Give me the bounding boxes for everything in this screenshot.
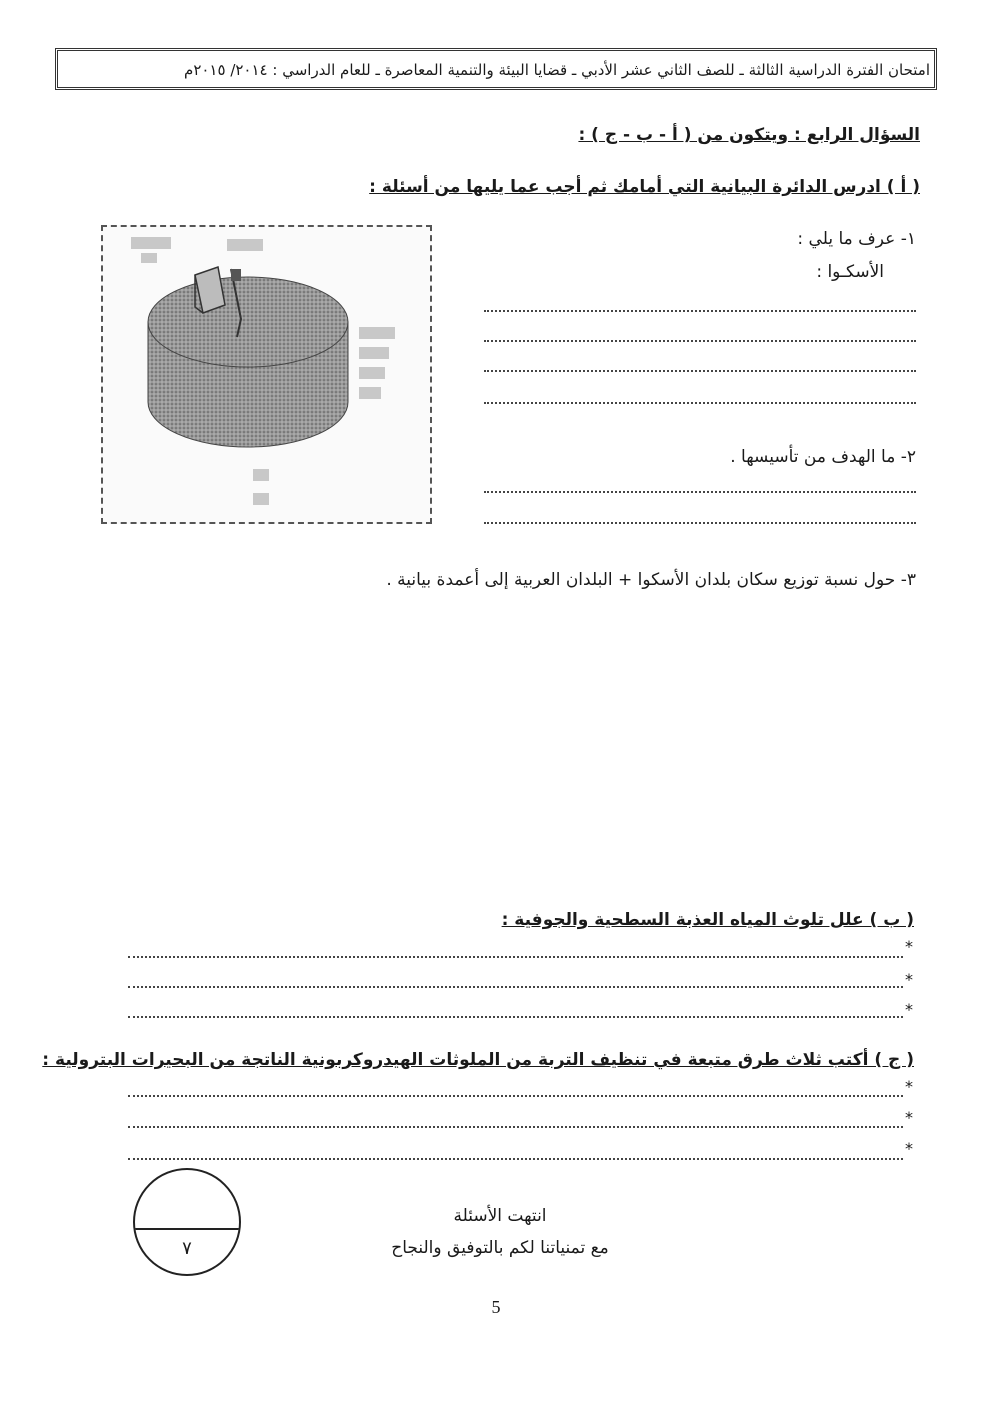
chart-label-top-left	[131, 237, 171, 249]
part-a-q1-label: ١- عرف ما يلي :	[797, 229, 916, 249]
answer-line[interactable]	[128, 1126, 903, 1128]
chart-label-right	[359, 327, 395, 339]
answer-line[interactable]	[128, 986, 903, 988]
answer-line[interactable]	[128, 1095, 903, 1097]
chart-label-top-middle	[227, 239, 263, 251]
bullet-star: *	[905, 1077, 913, 1096]
answer-line[interactable]	[484, 370, 916, 372]
bullet-star: *	[905, 1000, 913, 1019]
bullet-star: *	[905, 937, 913, 956]
bullet-star: *	[905, 1139, 913, 1158]
grade-circle	[133, 1168, 241, 1276]
part-a-instruction: ( أ ) ادرس الدائرة البيانية التي أمامك ثم أجب عما يليها من أسئلة :	[369, 177, 920, 197]
answer-line[interactable]	[484, 491, 916, 493]
exam-header: امتحان الفترة الدراسية الثالثة ـ للصف الثاني عشر الأدبي ـ قضايا البيئة والتنمية المعاصرة ـ للعام الدراسي : ٢٠١٤/ ٢٠١٥م	[184, 61, 930, 79]
answer-line[interactable]	[128, 956, 903, 958]
bullet-star: *	[905, 970, 913, 989]
pie-top	[148, 277, 348, 367]
grade-total: ٧	[182, 1238, 192, 1259]
grade-circle-divider	[135, 1228, 239, 1230]
answer-line[interactable]	[484, 340, 916, 342]
question-4-title: السؤال الرابع : ويتكون من ( أ - ب - ج ) :	[578, 125, 920, 145]
answer-line[interactable]	[484, 310, 916, 312]
part-a-q3-label: ٣- حول نسبة توزيع سكان بلدان الأسكوا + البلدان العربية إلى أعمدة بيانية .	[386, 570, 916, 590]
answer-line[interactable]	[128, 1016, 903, 1018]
answer-line[interactable]	[484, 522, 916, 524]
part-a-q2-label: ٢- ما الهدف من تأسيسها .	[730, 447, 916, 467]
answer-line[interactable]	[128, 1158, 903, 1160]
closing-line-2: مع تمنياتنا لكم بالتوفيق والنجاح	[391, 1238, 609, 1258]
answer-line[interactable]	[484, 402, 916, 404]
chart-label-bottom	[253, 469, 269, 481]
page-number: 5	[491, 1297, 501, 1317]
part-b-instruction: ( ب ) علل تلوث المياه العذبة السطحية والجوفية :	[501, 910, 914, 930]
bullet-star: *	[905, 1108, 913, 1127]
closing-line-1: انتهت الأسئلة	[453, 1206, 547, 1226]
part-c-instruction: ( ج ) أكتب ثلاث طرق متبعة في تنظيف التربة من الملوثات الهيدروكربونية الناتجة من البحيرات البترولية :	[42, 1050, 914, 1070]
pie-chart-image	[101, 225, 432, 524]
pie-chart-drawing	[103, 227, 430, 522]
part-a-q1-term: الأسكـوا :	[816, 262, 884, 282]
